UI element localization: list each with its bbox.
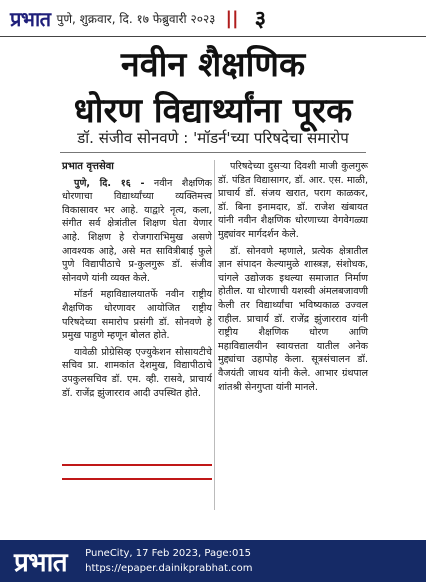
highlight-underline-1 [62, 464, 212, 466]
article-paragraph-1 [62, 177, 212, 286]
footer-logo: प्रभात [14, 548, 68, 578]
masthead-logo: प्रभात [10, 6, 51, 31]
subheadline: डॉ. संजीव सोनवणे : 'मॉडर्न'च्या परिषदेचा समारोप [77, 129, 349, 147]
headline-line-1: नवीन शैक्षणिक [120, 45, 306, 85]
epaper-url-link[interactable]: https://epaper.dainikprabhat.com [85, 563, 253, 574]
masthead-separator: || [225, 7, 239, 29]
epaper-footer [0, 540, 426, 582]
article-dateline: पुणे, दि. १६ - [74, 177, 145, 189]
article-paragraph-2: मॉडर्न महाविद्यालयातर्फे नवीन राष्ट्रीय शैक्षणिक धोरणावर आयोजित राष्ट्रीय परिषदेच्या समारोप प्रसंगी डॉ. सोनवणे हे प्रमुख पाहुणे म्हणून बोलत होते. [62, 289, 212, 342]
footer-info [85, 546, 252, 576]
article-column-right [218, 160, 368, 397]
article-column-left [62, 160, 212, 403]
article-paragraph-3: यावेळी प्रोग्रेसिव्ह एज्युकेशन सोसायटीचे सचिव प्रा. शामकांत देशमुख, विद्यापीठाचे उपकुलसचिव डॉ. एम. व्ही. रासवे, प्राचार्य डॉ. राजेंद्र झुंजारराव आदी उपस्थित होते. [62, 346, 212, 399]
edition-info: PuneCity, 17 Feb 2023, Page:015 [85, 548, 252, 559]
page-number: ३ [254, 7, 267, 32]
masthead-dateline: पुणे, शुक्रवार, दि. १७ फेब्रुवारी २०२३ [56, 11, 216, 26]
masthead [0, 0, 426, 37]
article-paragraph-4: परिषदेच्या दुसऱ्या दिवशी माजी कुलगुरू डॉ. पंडित विद्यासागर, डॉ. आर. एस. माळी, प्राचार्य डॉ. संजय खरात, पराग काळकर, डॉ. बिना इनामदार, डॉ. राजेश खंबायत यांनी नवीन शैक्षणिक धोरणाच्या वेगवेगळ्या मुद्द्यांवर मार्गदर्शन केले. [218, 161, 368, 240]
highlight-underline-2 [62, 478, 212, 480]
byline: प्रभात वृत्तसेवा [62, 161, 114, 172]
article-paragraph-5: डॉ. सोनवणे म्हणाले, प्रत्येक क्षेत्रातील ज्ञान संपादन केल्यामुळे शास्त्रज्ञ, संशोधक, चांगले उद्योजक इथल्या समाजात निर्माण होतील. या धोरणाची यशस्वी अंमलबजावणी केली तर विद्यार्थ्यांचा भविष्यकाळ उज्वल राहील. प्राचार्य डॉ. राजेंद्र झुंजारराव यांनी राष्ट्रीय शैक्षणिक धोरण आणि महाविद्यालयीन स्वायत्तता यातील अनेक मुद्द्यांचा उहापोह केला. सूत्रसंचालन डॉ. वैजयंती जाधव यांनी केले. आभार ग्रंथपाल शांतश्री सेनगुप्ता यांनी मानले. [218, 245, 368, 393]
column-divider [214, 160, 215, 510]
headline-line-2: धोरण विद्यार्थ्यांना पूरक [73, 91, 353, 131]
subheadline-divider [60, 152, 366, 153]
article-paragraph-1-text: नवीन शैक्षणिक धोरणाचा विद्यार्थ्यांच्या व्यक्तिमत्त्व विकासावर भर आहे. याद्वारे नृत्य, कला, संगीत सर्व क्षेत्रांतील शिक्षण घेता येणार आहे. शिक्षण हे रोजगाराभिमुख असणे आवश्यक आहे, असे मत सावित्रीबाई फुले पुणे विद्यापीठाचे प्र-कुलगुरू डॉ. संजीव सोनवणे यांनी व्यक्त केले. [62, 177, 212, 284]
